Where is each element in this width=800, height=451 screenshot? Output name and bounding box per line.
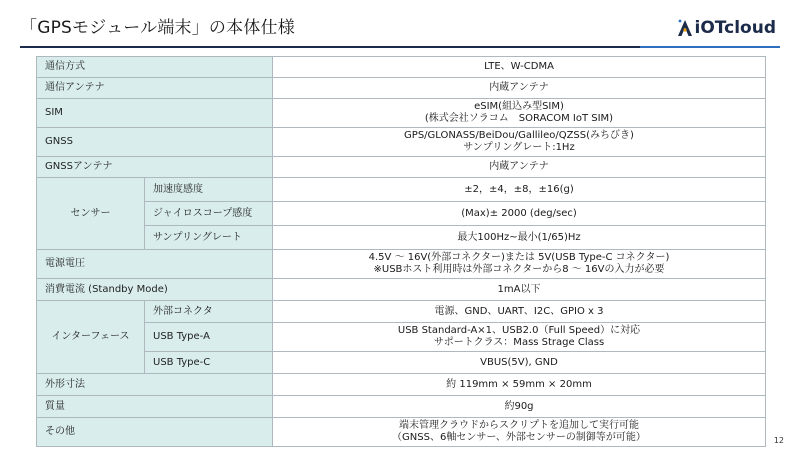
table-row — [37, 374, 766, 396]
page-title: 「GPSモジュール端末」の本体仕様 — [20, 18, 295, 38]
usb-a-value-line1: USB Standard-A×1、USB2.0（Full Speed）に対応 — [397, 325, 641, 336]
row-value-power-voltage — [273, 250, 766, 279]
table-row — [37, 202, 766, 226]
interface-sub-label-usb-c: USB Type-C — [145, 352, 273, 374]
other-value-line2: （GNSS、6軸センサー、外部センサーの制御等が可能） — [392, 432, 646, 443]
row-value-weight: 約90g — [273, 396, 766, 418]
page-number: 12 — [773, 436, 784, 445]
interface-value-usb-c: VBUS(5V), GND — [273, 352, 766, 374]
interface-sub-label-ext-connector: 外部コネクタ — [145, 301, 273, 323]
table-row — [37, 178, 766, 202]
sensor-sub-label-sampling: サンプリングレート — [145, 226, 273, 250]
company-logo — [676, 18, 776, 38]
table-row — [37, 250, 766, 279]
row-label-sensor: センサー — [37, 178, 145, 250]
row-label-comm-antenna: 通信アンテナ — [37, 78, 273, 99]
sim-value-line2: (株式会社ソラコム SORACOM IoT SIM) — [424, 113, 614, 124]
row-value-dimensions: 約 119mm × 59mm × 20mm — [273, 374, 766, 396]
row-label-sim: SIM — [37, 99, 273, 128]
row-label-standby-current: 消費電流 (Standby Mode) — [37, 279, 273, 301]
row-value-comm-method: LTE、W-CDMA — [273, 57, 766, 78]
row-value-gnss-antenna: 内蔵アンテナ — [273, 157, 766, 178]
table-row — [37, 128, 766, 157]
power-voltage-line1: 4.5V 〜 16V(外部コネクター)または 5V(USB Type-C コネクター) — [368, 252, 670, 263]
table-row — [37, 323, 766, 352]
interface-value-ext-connector: 電源、GND、UART、I2C、GPIO x 3 — [273, 301, 766, 323]
table-row — [37, 279, 766, 301]
table-row — [37, 226, 766, 250]
table-row — [37, 57, 766, 78]
sensor-value-accel: ±2，±4，±8，±16(g) — [273, 178, 766, 202]
row-label-dimensions: 外形寸法 — [37, 374, 273, 396]
row-label-comm-method: 通信方式 — [37, 57, 273, 78]
table-row — [37, 418, 766, 447]
header-divider — [20, 46, 780, 48]
interface-value-usb-a — [273, 323, 766, 352]
row-label-weight: 質量 — [37, 396, 273, 418]
spec-table — [36, 56, 766, 447]
sensor-sub-label-gyro: ジャイロスコープ感度 — [145, 202, 273, 226]
row-label-gnss-antenna: GNSSアンテナ — [37, 157, 273, 178]
row-label-other: その他 — [37, 418, 273, 447]
sensor-sub-label-accel: 加速度感度 — [145, 178, 273, 202]
power-voltage-line2: ※USBホスト利用時は外部コネクターから8 〜 16Vの入力が必要 — [373, 264, 665, 275]
gnss-value-line2: サンプリングレート:1Hz — [463, 142, 575, 153]
row-label-gnss: GNSS — [37, 128, 273, 157]
row-value-other — [273, 418, 766, 447]
other-value-line1: 端末管理クラウドからスクリプトを追加して実行可能 — [399, 420, 639, 431]
table-row — [37, 78, 766, 99]
table-row — [37, 301, 766, 323]
table-row — [37, 99, 766, 128]
sim-value-line1: eSIM(組込み型SIM) — [474, 101, 564, 112]
gnss-value-line1: GPS/GLONASS/BeiDou/Gallileo/QZSS(みちびき) — [404, 130, 634, 141]
row-value-comm-antenna: 内蔵アンテナ — [273, 78, 766, 99]
row-value-gnss — [273, 128, 766, 157]
row-label-power-voltage: 電源電圧 — [37, 250, 273, 279]
interface-sub-label-usb-a: USB Type-A — [145, 323, 273, 352]
row-value-standby-current: 1mA以下 — [273, 279, 766, 301]
row-label-interface: インターフェース — [37, 301, 145, 374]
table-row — [37, 352, 766, 374]
logo-text: iOTcloud — [694, 18, 776, 38]
logo-mark-icon — [676, 18, 694, 38]
table-row — [37, 396, 766, 418]
sensor-value-gyro: (Max)± 2000 (deg/sec) — [273, 202, 766, 226]
sensor-value-sampling: 最大100Hz~最小(1/65)Hz — [273, 226, 766, 250]
table-row — [37, 157, 766, 178]
usb-a-value-line2: サポートクラス：Mass Strage Class — [433, 337, 605, 348]
row-value-sim — [273, 99, 766, 128]
